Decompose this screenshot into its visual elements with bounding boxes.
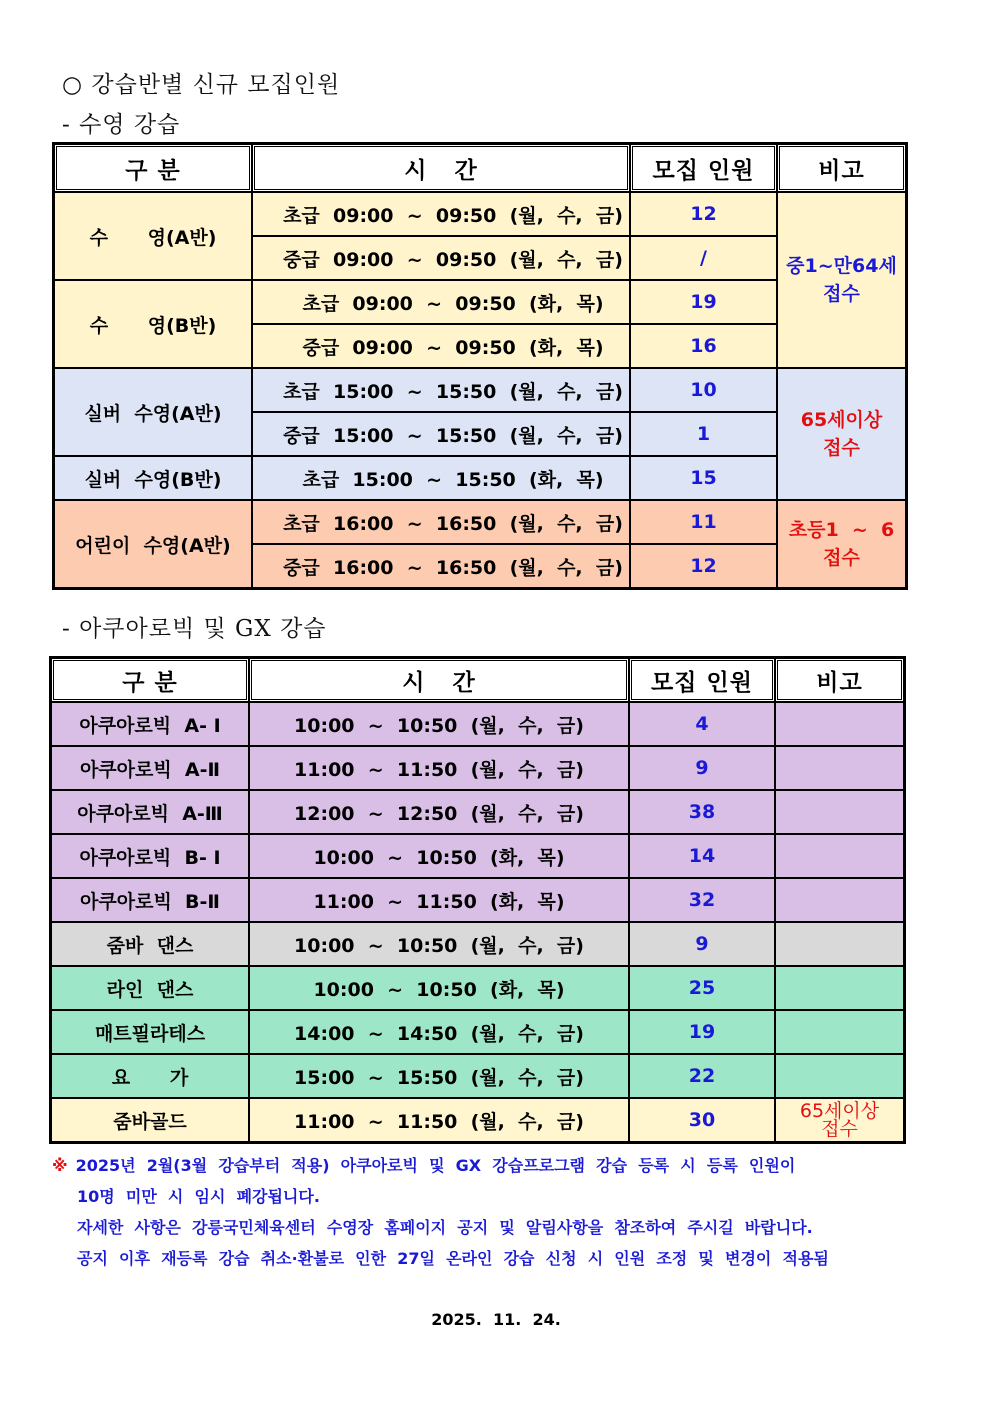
- recruit-count: 12: [630, 544, 777, 588]
- header-note: 비고: [777, 144, 906, 192]
- reference-mark-icon: ※: [52, 1156, 68, 1175]
- class-name: 요 가: [51, 1054, 249, 1098]
- class-schedule: 15:00 ~ 15:50 (월, 수, 금): [249, 1054, 629, 1098]
- header-note: 비고: [775, 658, 904, 702]
- note-line: 접수: [823, 437, 860, 459]
- recruit-count: 16: [630, 324, 777, 368]
- table-row: [51, 1054, 904, 1098]
- recruit-count: 12: [630, 192, 777, 236]
- note-line: 접수: [823, 283, 860, 305]
- note-cell: [775, 922, 904, 966]
- swim-schedule-table: [52, 142, 908, 590]
- class-schedule: 14:00 ~ 14:50 (월, 수, 금): [249, 1010, 629, 1054]
- recruit-count: 4: [629, 702, 775, 746]
- class-schedule: 중급 09:00 ~ 09:50 (월, 수, 금): [252, 236, 630, 280]
- class-schedule: 초급 15:00 ~ 15:50 (월, 수, 금): [252, 368, 630, 412]
- table-row: [51, 790, 904, 834]
- class-schedule: 초급 09:00 ~ 09:50 (월, 수, 금): [252, 192, 630, 236]
- section-heading-swim: - 수영 강습: [62, 112, 181, 138]
- footnote-line: 10명 미만 시 임시 폐강됩니다.: [77, 1187, 320, 1206]
- note-cell: [775, 878, 904, 922]
- class-schedule: 11:00 ~ 11:50 (월, 수, 금): [249, 746, 629, 790]
- class-name: 수 영(B반): [54, 280, 252, 368]
- recruit-count: 15: [630, 456, 777, 500]
- recruit-count: 32: [629, 878, 775, 922]
- header-category: 구 분: [54, 144, 252, 192]
- table-row: [51, 834, 904, 878]
- class-schedule: 초급 15:00 ~ 15:50 (화, 목): [252, 456, 630, 500]
- recruit-count: 9: [629, 922, 775, 966]
- table-row: [51, 922, 904, 966]
- table-row: [54, 192, 906, 236]
- recruit-count: 19: [630, 280, 777, 324]
- recruit-count: 14: [629, 834, 775, 878]
- class-name: 줌바골드: [51, 1098, 249, 1142]
- note-cell: [775, 1054, 904, 1098]
- class-schedule: 11:00 ~ 11:50 (월, 수, 금): [249, 1098, 629, 1142]
- note-line: 접수: [821, 1118, 858, 1140]
- class-name: 라인 댄스: [51, 966, 249, 1010]
- class-name: 아쿠아로빅 A-Ⅲ: [51, 790, 249, 834]
- recruit-count: 11: [630, 500, 777, 544]
- note-silver: [777, 368, 906, 500]
- note-cell: [775, 746, 904, 790]
- note-kids: [777, 500, 906, 588]
- class-name: 줌바 댄스: [51, 922, 249, 966]
- table-row: [51, 746, 904, 790]
- class-schedule: 11:00 ~ 11:50 (화, 목): [249, 878, 629, 922]
- note-cell: [775, 702, 904, 746]
- class-name: 실버 수영(A반): [54, 368, 252, 456]
- table-row: [51, 966, 904, 1010]
- table-row: [51, 702, 904, 746]
- table-row: [54, 500, 906, 544]
- class-name: 아쿠아로빅 A- Ⅰ: [51, 702, 249, 746]
- page-title: ○ 강습반별 신규 모집인원: [62, 72, 341, 98]
- class-schedule: 중급 09:00 ~ 09:50 (화, 목): [252, 324, 630, 368]
- section-heading-gx: - 아쿠아로빅 및 GX 강습: [62, 616, 327, 642]
- header-time: 시 간: [252, 144, 630, 192]
- recruit-count: 38: [629, 790, 775, 834]
- note-line: 65세이상: [799, 1100, 880, 1122]
- table-row: [51, 1098, 904, 1142]
- note-line: 접수: [823, 547, 860, 569]
- note-adult: [777, 192, 906, 368]
- class-schedule: 중급 15:00 ~ 15:50 (월, 수, 금): [252, 412, 630, 456]
- document-date: 2025. 11. 24.: [431, 1310, 561, 1329]
- note-line: 중1~만64세: [786, 255, 897, 277]
- recruit-count: 30: [629, 1098, 775, 1142]
- class-schedule: 중급 16:00 ~ 16:50 (월, 수, 금): [252, 544, 630, 588]
- class-schedule: 10:00 ~ 10:50 (월, 수, 금): [249, 702, 629, 746]
- recruit-count: 25: [629, 966, 775, 1010]
- class-name: 아쿠아로빅 B-Ⅱ: [51, 878, 249, 922]
- header-count: 모집 인원: [629, 658, 775, 702]
- note-line: 초등1 ~ 6: [788, 519, 895, 541]
- note-cell: [775, 1010, 904, 1054]
- header-category: 구 분: [51, 658, 249, 702]
- class-schedule: 12:00 ~ 12:50 (월, 수, 금): [249, 790, 629, 834]
- note-cell: [775, 966, 904, 1010]
- header-count: 모집 인원: [630, 144, 777, 192]
- class-name: 매트필라테스: [51, 1010, 249, 1054]
- class-schedule: 초급 09:00 ~ 09:50 (화, 목): [252, 280, 630, 324]
- recruit-count: 22: [629, 1054, 775, 1098]
- recruit-count: 9: [629, 746, 775, 790]
- recruit-count: 19: [629, 1010, 775, 1054]
- recruit-count: 1: [630, 412, 777, 456]
- table-row: [51, 878, 904, 922]
- recruit-count: /: [630, 236, 777, 280]
- recruit-count: 10: [630, 368, 777, 412]
- header-time: 시 간: [249, 658, 629, 702]
- class-name: 어린이 수영(A반): [54, 500, 252, 588]
- gx-schedule-table: [49, 656, 906, 1144]
- class-schedule: 10:00 ~ 10:50 (월, 수, 금): [249, 922, 629, 966]
- note-cell: [775, 790, 904, 834]
- note-line: 65세이상: [800, 409, 883, 431]
- table-row: [54, 368, 906, 412]
- table-row: [51, 1010, 904, 1054]
- class-schedule: 10:00 ~ 10:50 (화, 목): [249, 834, 629, 878]
- footnote-line: 공지 이후 재등록 강습 취소·환불로 인한 27일 온라인 강습 신청 시 인원 조정 및 변경이 적용됨: [77, 1249, 829, 1268]
- class-name: 실버 수영(B반): [54, 456, 252, 500]
- note-cell: [775, 834, 904, 878]
- footnote: [52, 1150, 829, 1274]
- note-zumba-gold: [775, 1098, 904, 1142]
- class-schedule: 10:00 ~ 10:50 (화, 목): [249, 966, 629, 1010]
- footnote-line: 자세한 사항은 강릉국민체육센터 수영장 홈페이지 공지 및 알림사항을 참조하여 주시길 바랍니다.: [77, 1218, 813, 1237]
- class-name: 아쿠아로빅 A-Ⅱ: [51, 746, 249, 790]
- class-name: 아쿠아로빅 B- Ⅰ: [51, 834, 249, 878]
- class-schedule: 초급 16:00 ~ 16:50 (월, 수, 금): [252, 500, 630, 544]
- class-name: 수 영(A반): [54, 192, 252, 280]
- footnote-line: 2025년 2월(3월 강습부터 적용) 아쿠아로빅 및 GX 강습프로그램 강습 등록 시 등록 인원이: [75, 1156, 796, 1175]
